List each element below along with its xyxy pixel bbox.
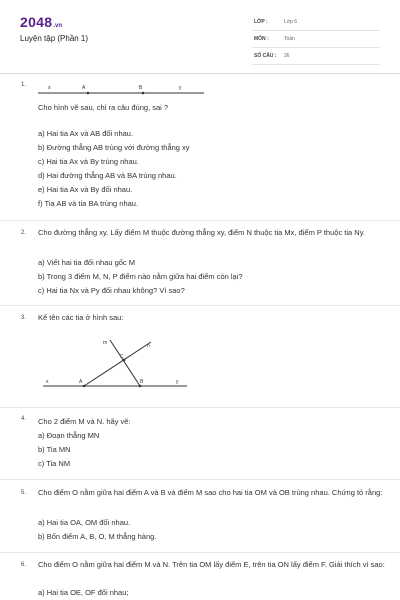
page-header	[0, 0, 400, 70]
option-a: a) Hai tia Ax và AB đối nhau.	[38, 129, 134, 138]
point-b	[142, 92, 145, 95]
point-b	[139, 385, 142, 388]
question-separator	[0, 552, 400, 553]
meta-label: LỚP :	[254, 19, 268, 25]
option-b: b) Bốn điểm A, B, O, M thẳng hàng.	[38, 532, 157, 541]
option-a: a) Đoạn thẳng MN	[38, 431, 100, 440]
label-b: B	[140, 379, 144, 385]
question-number: 1.	[21, 82, 27, 88]
question-prompt: Cho điểm O nằm giữa hai điểm M và N. Trên tia OM lấy điểm E, trên tia ON lấy điểm F. Giải thích vì sao:	[38, 560, 385, 569]
meta-row-count	[252, 48, 380, 65]
label-x: x	[46, 379, 49, 385]
option-d: d) Hai đường thẳng AB và BA trùng nhau.	[38, 171, 177, 180]
header-divider	[0, 73, 400, 74]
label-a: A	[82, 85, 86, 91]
question-number: 4.	[21, 416, 27, 422]
option-c: c) Hai tia Nx và Py đối nhau không? Vì sao?	[38, 286, 185, 295]
site-logo[interactable]	[20, 14, 62, 30]
option-e: e) Hai tia Ax và By đối nhau.	[38, 185, 133, 194]
meta-value: 26	[284, 53, 290, 59]
meta-table	[252, 14, 380, 65]
option-b: b) Đường thẳng AB trùng với đường thẳng xy	[38, 143, 190, 152]
label-n: n	[147, 343, 150, 349]
point-a	[87, 92, 90, 95]
question-prompt: Cho đường thẳng xy. Lấy điểm M thuộc đường thẳng xy, điểm N thuộc tia Mx, điểm P thuộc tia Ny.	[38, 228, 365, 237]
option-a: a) Viết hai tia đối nhau gốc M	[38, 258, 136, 267]
label-a: A	[79, 379, 83, 385]
q3-figure	[40, 332, 190, 394]
question-separator	[0, 220, 400, 221]
label-y: y	[176, 379, 179, 385]
label-b: B	[139, 85, 143, 91]
option-a: a) Hai tia OE, OF đối nhau;	[38, 588, 129, 597]
question-number: 6.	[21, 562, 27, 568]
meta-row-class	[252, 14, 380, 31]
label-m: m	[103, 340, 108, 346]
q1-figure	[36, 80, 206, 98]
point-a	[83, 385, 86, 388]
meta-label: SỐ CÂU :	[254, 53, 277, 59]
logo-suffix: .vn	[53, 23, 63, 29]
meta-row-subject	[252, 31, 380, 48]
question-prompt: Cho điểm O nằm giữa hai điểm A và B và điểm M sao cho hai tia OM và OB trùng nhau. Chứng tỏ rằng:	[38, 488, 383, 497]
question-prompt: Cho hình vẽ sau, chỉ ra câu đúng, sai ?	[38, 103, 169, 112]
question-prompt: Cho 2 điểm M và N. hãy vẽ:	[38, 417, 131, 426]
meta-value: Lớp 6	[284, 19, 298, 25]
question-number: 3.	[21, 315, 27, 321]
question-number: 2.	[21, 230, 27, 236]
question-separator	[0, 479, 400, 480]
ray-bn	[110, 340, 140, 386]
option-b: b) Trong 3 điểm M, N, P điểm nào nằm giữa hai điểm còn lại?	[38, 272, 243, 281]
label-x: x	[48, 85, 51, 91]
question-separator	[0, 305, 400, 306]
option-c: c) Hai tia Ax và By trùng nhau.	[38, 157, 139, 166]
logo-text: 2048	[20, 14, 53, 30]
option-c: c) Tia NM	[38, 459, 71, 468]
meta-label: MÔN :	[254, 36, 269, 42]
option-a: a) Hai tia OA, OM đối nhau.	[38, 518, 131, 527]
option-b: b) Tia MN	[38, 445, 71, 454]
label-c: C	[120, 354, 124, 360]
question-number: 5.	[21, 490, 27, 496]
option-f: f) Tia AB và tia BA trùng nhau.	[38, 199, 139, 208]
meta-value: Toán	[284, 36, 295, 42]
label-y: y	[179, 85, 182, 91]
question-prompt: Kể tên các tia ở hình sau:	[38, 313, 124, 322]
page-title: Luyện tập (Phần 1)	[20, 34, 89, 43]
question-separator	[0, 407, 400, 408]
